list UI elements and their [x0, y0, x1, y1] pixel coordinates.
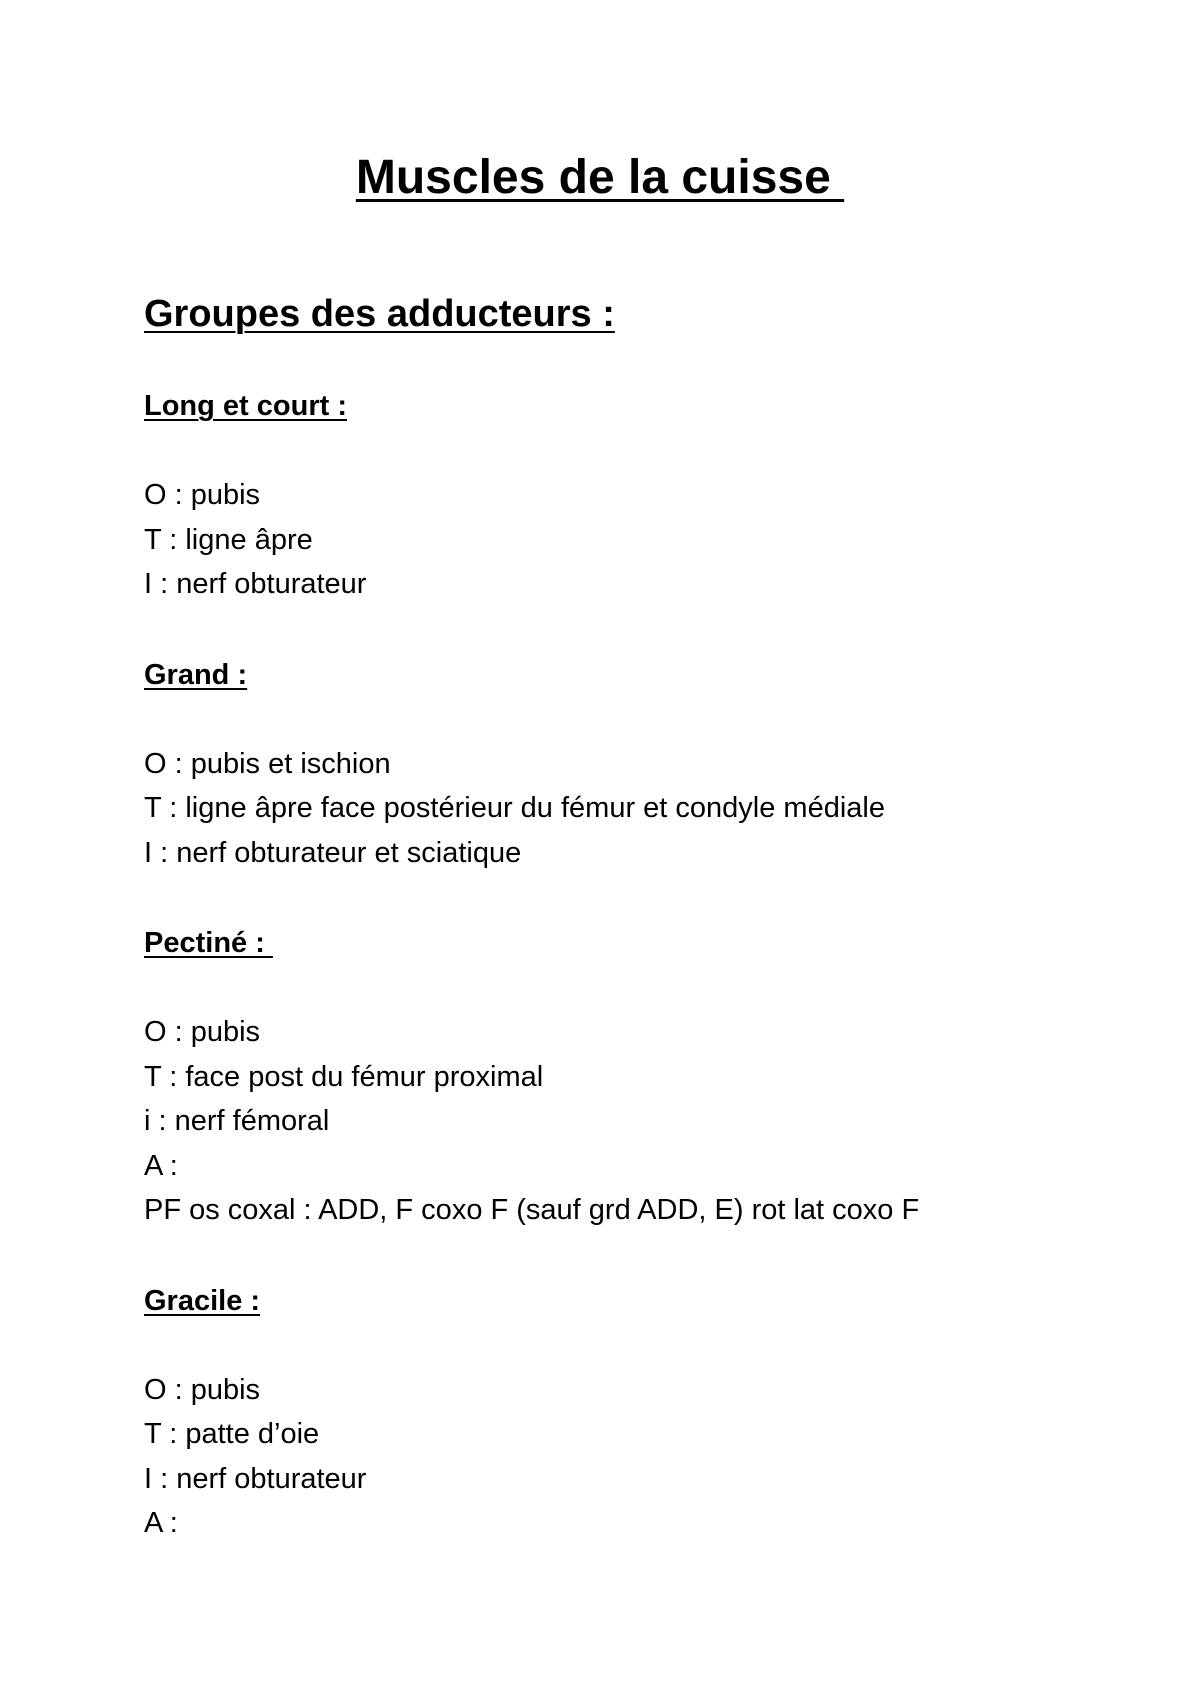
group-heading: Groupes des adducteurs : [144, 293, 615, 335]
innervation-line: i : nerf fémoral [144, 1105, 330, 1137]
action-detail-line: PF os coxal : ADD, F coxo F (sauf grd ADD, E) rot lat coxo F [144, 1194, 920, 1226]
action-line: A : [144, 1507, 178, 1539]
action-line: A : [144, 1149, 178, 1182]
terminal-line: T : face post du fémur proximal [144, 1060, 544, 1093]
section-heading: Long et court : [144, 390, 347, 422]
innervation-line: I : nerf obturateur [144, 1462, 367, 1495]
section-heading: Grand : [144, 658, 248, 691]
terminal-line: T : patte d’oie [144, 1418, 320, 1450]
origin-line: O : pubis [144, 479, 261, 511]
origin-line: O : pubis [144, 1016, 261, 1048]
section-long-et-court [144, 384, 1104, 607]
section-heading: Gracile : [144, 1284, 261, 1317]
section-gracile [144, 1279, 1104, 1546]
origin-line: O : pubis [144, 1373, 261, 1406]
innervation-line: I : nerf obturateur et sciatique [144, 836, 522, 869]
origin-line: O : pubis et ischion [144, 747, 391, 780]
innervation-line: I : nerf obturateur [144, 568, 367, 600]
section-grand [144, 653, 1104, 876]
section-pectine [144, 921, 1104, 1233]
terminal-line: T : ligne âpre [144, 523, 313, 556]
document-body [144, 286, 1104, 1592]
terminal-line: T : ligne âpre face postérieur du fémur et condyle médiale [144, 792, 885, 824]
page-title: Muscles de la cuisse [355, 151, 845, 204]
section-heading: Pectiné : [144, 927, 273, 959]
